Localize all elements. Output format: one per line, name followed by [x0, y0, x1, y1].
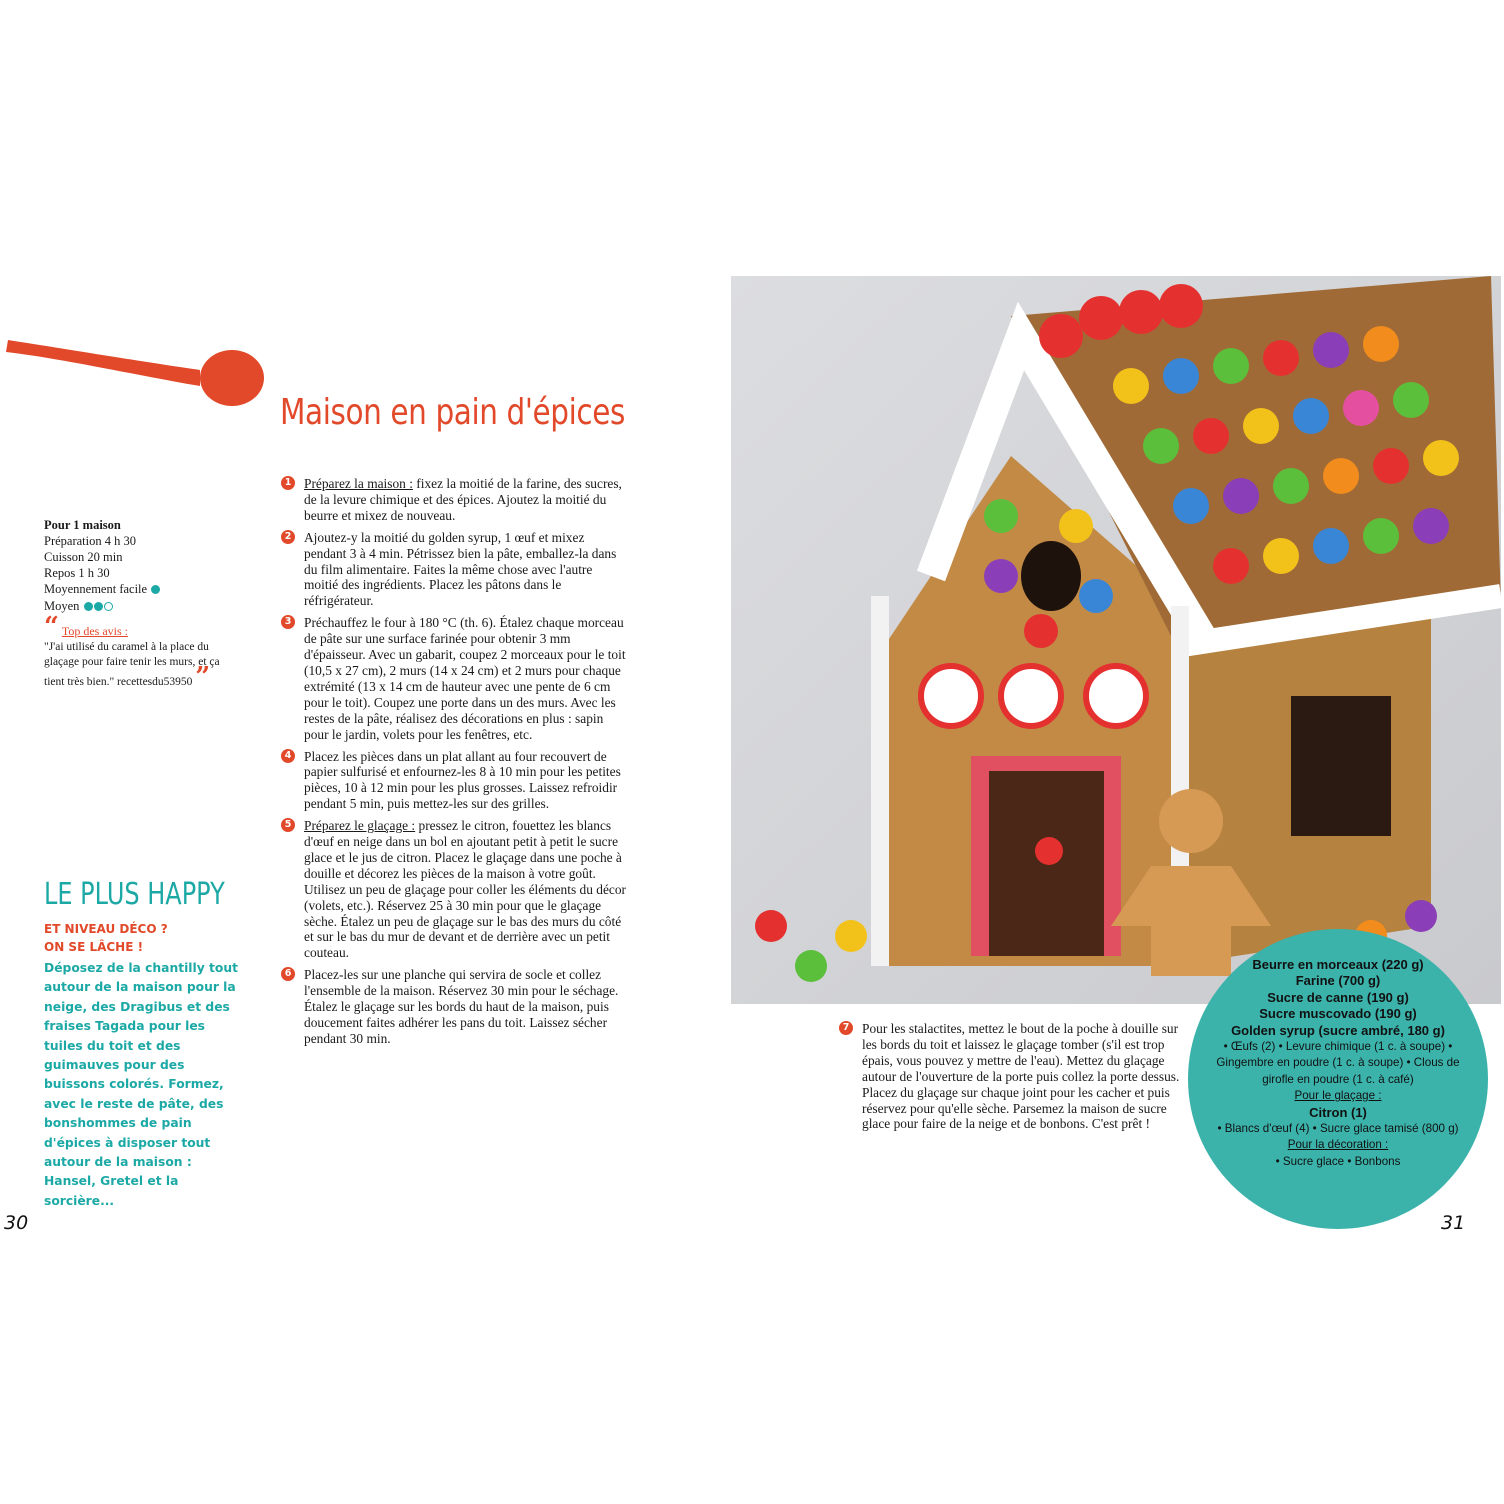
- step-text: Placez-les sur une planche qui servira de socle et collez l'ensemble de la maison. Réservez 30 min pour le séchage. Étalez le glaçage sur les bords du haut de la maison, puis doucement faites adhérer les pans du toit. Laissez sécher pendant 30 min.: [304, 967, 619, 1046]
- step-text: Placez les pièces dans un plat allant au four recouvert de papier sulfurisé et enfournez-les 8 à 10 min pour les petites pièces, 10 à 12 min pour les plus grosses. Laissez refroidir pendant 5 min, puis mettez-les sur des grilles.: [304, 748, 621, 812]
- happy-subtitle: [44, 920, 168, 956]
- step-number: 4: [281, 749, 295, 763]
- ingredient-flour: Farine (700 g): [1295, 973, 1381, 989]
- open-quote-icon: “: [44, 612, 59, 642]
- cook-time: Cuisson 20 min: [44, 550, 123, 564]
- ingredient-muscovado: Sucre muscovado (190 g): [1259, 1006, 1417, 1022]
- happy-body: Déposez de la chantilly tout autour de la maison pour la neige, des Dragibus et des fraises Tagada pour les tuiles du toit et des guimauves pour des buissons colorés. Formez, avec le reste de pâte, des bonshommes de pain d'épices à disposer tout autour de la maison : Hansel, Gretel et la sorcière...: [44, 961, 238, 1208]
- review-text: "J'ai utilisé du caramel à la place du glaçage pour faire tenir les murs, et ça tient très bien." recettesdu53950: [44, 641, 220, 688]
- step-text: Pour les stalactites, mettez le bout de la poche à douille sur les bords du toit et laissez le glaçage tomber (s'il est trop épais, vous pouvez y mettre de l'eau). Mettez du glaçage autour de l'ouverture de la porte puis collez la porte dessus. Placez du glaçage sur chaque joint pour les cacher et puis réservez pour qu'elle sèche. Parsemez la maison de sucre glace pour faire de la neige et de bonbons. C'est prêt !: [862, 1021, 1180, 1132]
- step-lead: Préparez le glaçage :: [304, 818, 416, 834]
- review-heading: Top des avis :: [61, 624, 128, 638]
- recipe-meta: [44, 517, 244, 615]
- step-7: [839, 1021, 1184, 1138]
- glaze-misc: • Blancs d'œuf (4) • Sucre glace tamisé (800 g): [1217, 1122, 1459, 1136]
- step-6: [281, 967, 627, 1047]
- page-number-left: 30: [4, 1212, 29, 1234]
- happy-title: LE PLUS HAPPY: [44, 877, 225, 912]
- step-lead: Préparez la maison :: [304, 476, 413, 491]
- difficulty: [44, 581, 244, 598]
- review-block: [44, 612, 224, 692]
- happy-subtitle-1: ET NIVEAU DÉCO ?: [44, 922, 168, 936]
- step-3: [281, 615, 627, 742]
- step-4: [281, 749, 627, 813]
- happy-subtitle-2: ON SE LÂCHE !: [44, 940, 144, 954]
- step-text: Ajoutez-y la moitié du golden syrup, 1 œuf et mixez pendant 3 à 4 min. Pétrissez bien la pâte, emballez-la dans du film alimentaire. Faites la même chose avec l'autre moitié des ingrédients. Placez les pâtons dans le réfrigérateur.: [304, 529, 617, 609]
- deco-misc: • Sucre glace • Bonbons: [1275, 1154, 1401, 1168]
- ingredient-misc: • Œufs (2) • Levure chimique (1 c. à soupe) • Gingembre en poudre (1 c. à soupe) • Clous de girofle en poudre (1 c. à café): [1216, 1040, 1460, 1086]
- step-5: [281, 818, 627, 961]
- close-quote-icon: ”: [195, 662, 211, 692]
- step-text: Préchauffez le four à 180 °C (th. 6). Étalez chaque morceau de pâte sur une surface farinée pour obtenir 3 mm d'épaisseur. Avec un gabarit, coupez 2 morceaux pour le toit (10,5 x 27 cm), 2 murs (14 x 24 cm) et 2 murs pour chaque extrémité (13 x 14 cm de hauteur avec une pente de 6 cm pour le toit). Coupez une porte dans un des murs. Avec les restes de la pâte, réalisez des décorations en plus : sapin pour le jardin, volets pour les fenêtres, etc.: [304, 615, 626, 742]
- spoon-illustration: [0, 318, 270, 408]
- difficulty-label: Moyennement facile: [44, 582, 148, 596]
- glaze-heading: Pour le glaçage :: [1294, 1089, 1382, 1103]
- page-number-right: 31: [1441, 1212, 1466, 1234]
- ingredient-golden-syrup: Golden syrup (sucre ambré, 180 g): [1231, 1022, 1445, 1038]
- cost-icon: [83, 599, 113, 615]
- deco-heading: Pour la décoration :: [1287, 1138, 1389, 1152]
- difficulty-icon: [150, 582, 160, 598]
- steps-list: [281, 476, 627, 1053]
- step-1: [281, 476, 627, 524]
- serves: Pour 1 maison: [44, 518, 121, 532]
- ingredients-circle: [1188, 929, 1488, 1229]
- rest-time: Repos 1 h 30: [44, 566, 110, 580]
- gingerbread-house-photo: [731, 276, 1501, 1004]
- prep-time: Préparation 4 h 30: [44, 534, 136, 548]
- step-number: 3: [281, 615, 295, 629]
- step-number: 6: [281, 967, 295, 981]
- ingredient-lemon: Citron (1): [1309, 1104, 1367, 1120]
- ingredient-cane-sugar: Sucre de canne (190 g): [1267, 989, 1409, 1005]
- step-number: 7: [839, 1021, 853, 1035]
- step-number: 1: [281, 476, 295, 490]
- step-text: fixez la moitié de la farine, des sucres, de la levure chimique et des épices. Ajoutez la moitié du beurre et mixez de nouveau.: [304, 476, 622, 523]
- step-number: 5: [281, 818, 295, 832]
- step-2: [281, 530, 627, 610]
- cost: [44, 598, 244, 615]
- ingredient-butter: Beurre en morceaux (220 g): [1252, 957, 1424, 972]
- recipe-title: Maison en pain d'épices: [280, 392, 625, 433]
- cost-label: Moyen: [44, 599, 80, 614]
- step-text: pressez le citron, fouettez les blancs d'œuf en neige dans un bol en ajoutant petit à petit le sucre glace et le jus de citron. Placez le glaçage dans une poche à douille et décorez les pièces de la maison à votre goût. Utilisez un peu de glaçage pour coller les éléments du décor (volets, etc.). Réservez 25 à 30 min pour que le glaçage sèche. Étalez un peu de glaçage sur le bas des murs du côté et sur le bas du mur de devant et de derrière avec un petit couteau.: [304, 818, 626, 961]
- step-number: 2: [281, 530, 295, 544]
